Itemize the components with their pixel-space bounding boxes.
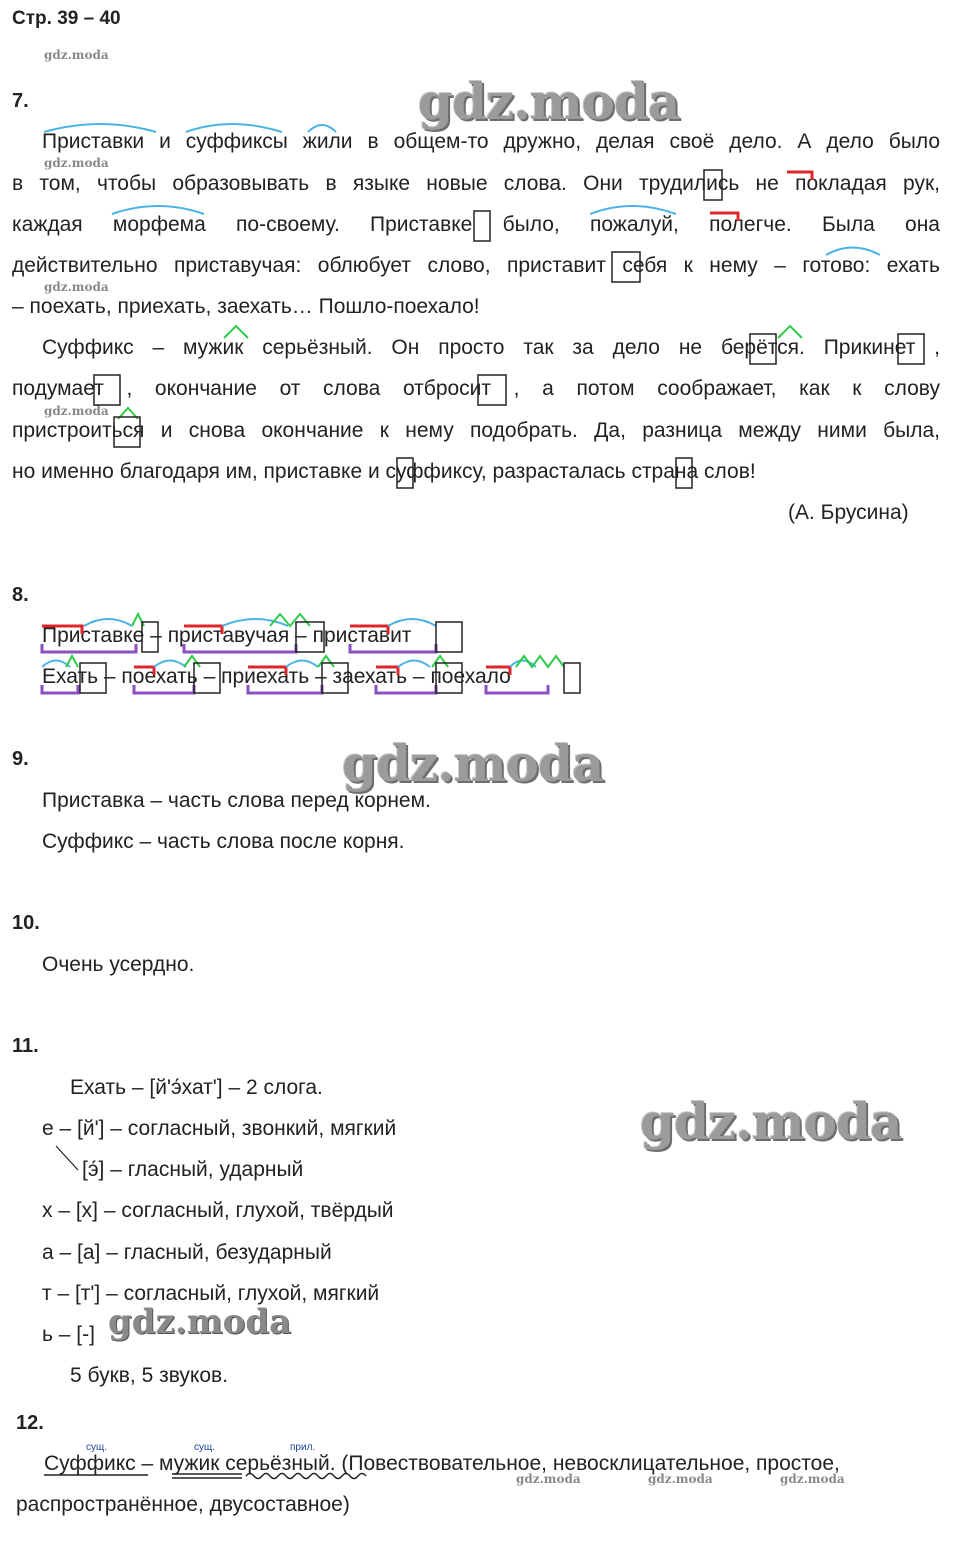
watermark-small: gdz.moda bbox=[780, 1472, 845, 1486]
watermark-medium: gdz.moda bbox=[108, 1302, 292, 1342]
ex11-line-4: х – [х] – согласный, глухой, твёрдый bbox=[42, 1199, 394, 1222]
ex8-word: приставит bbox=[312, 624, 412, 647]
page-ref: Стр. 39 – 40 bbox=[12, 8, 121, 29]
ex11-line-1: Ехать – [й'э́хат'] – 2 слога. bbox=[70, 1076, 323, 1099]
ex7-line-9: но именно благодаря им, приставке и суффиксу, разрасталась страна слов! bbox=[12, 460, 756, 483]
ex9-line-2: Суффикс – часть слова после корня. bbox=[42, 830, 405, 853]
watermark-large: gdz.moda bbox=[640, 1092, 902, 1151]
watermark-small: gdz.moda bbox=[44, 48, 109, 62]
ex8-word: поехало bbox=[430, 665, 511, 688]
exercise-12-number: 12. bbox=[16, 1412, 44, 1434]
ex8-row-1: Приставке – приставучая – приставит bbox=[42, 624, 412, 647]
watermark-small: gdz.moda bbox=[44, 280, 109, 294]
exercise-9-number: 9. bbox=[12, 748, 29, 770]
watermark-large: gdz.moda bbox=[342, 734, 604, 793]
exercise-10-number: 10. bbox=[12, 912, 40, 934]
ex8-word: Ехать bbox=[42, 665, 99, 688]
watermark-small: gdz.moda bbox=[44, 156, 109, 170]
ex7-line-4: действительно приставучая: облюбует слово, приставит себя к нему – готово: ехать bbox=[12, 254, 940, 277]
exercise-8-number: 8. bbox=[12, 584, 29, 606]
ex8-word: поехать bbox=[121, 665, 198, 688]
ex8-row-2: Ехать – поехать – приехать – заехать – поехало bbox=[42, 665, 511, 688]
ex7-line-1: Приставки и суффиксы жили в общем-то дружно, делая своё дело. А дело было bbox=[42, 130, 940, 153]
ex7-line-8: пристроиться и снова окончание к нему подобрать. Да, разница между ними была, bbox=[12, 419, 940, 442]
pos-label-noun: сущ. bbox=[86, 1442, 108, 1453]
ex7-line-7: подумает , окончание от слова отбросит , а потом соображает, как к слову bbox=[12, 377, 940, 400]
ex7-line-6: Суффикс – мужик серьёзный. Он просто так за дело не берётся. Прикинет , bbox=[42, 336, 940, 359]
ex12-line-2: распространённое, двусоставное) bbox=[16, 1493, 350, 1516]
ex8-word: заехать bbox=[332, 665, 408, 688]
exercise-11-number: 11. bbox=[12, 1035, 39, 1057]
ex12-subject: Суффикс bbox=[44, 1452, 136, 1475]
watermark-small: gdz.moda bbox=[44, 404, 109, 418]
ex11-line-2: е – [й'] – согласный, звонкий, мягкий bbox=[42, 1117, 397, 1140]
ex8-word: приехать bbox=[221, 665, 310, 688]
ex7-line-3: каждая морфема по-своему. Приставке было, пожалуй, полегче. Была она bbox=[12, 213, 940, 236]
ex11-line-3: [э́] – гласный, ударный bbox=[82, 1158, 304, 1181]
ex8-word: приставучая bbox=[167, 624, 290, 647]
ex8-word: Приставке bbox=[42, 624, 145, 647]
ex12-predicate: мужик bbox=[159, 1452, 220, 1475]
ex7-author: (А. Брусина) bbox=[788, 501, 909, 524]
ex11-line-6: т – [т'] – согласный, глухой, мягкий bbox=[42, 1282, 380, 1305]
pos-label-adj: прил. bbox=[290, 1442, 316, 1453]
watermark-large: gdz.moda bbox=[418, 72, 680, 131]
ex11-line-7: ь – [-] bbox=[42, 1323, 95, 1346]
watermark-small: gdz.moda bbox=[648, 1472, 713, 1486]
ex12-attribute: серьёзный bbox=[225, 1452, 330, 1475]
ex11-line-5: а – [а] – гласный, безударный bbox=[42, 1241, 332, 1264]
ex7-line-5: – поехать, приехать, заехать… Пошло-поехало! bbox=[12, 295, 480, 318]
ex11-line-8: 5 букв, 5 звуков. bbox=[70, 1364, 229, 1387]
pos-label-noun: сущ. bbox=[194, 1442, 216, 1453]
watermark-small: gdz.moda bbox=[516, 1472, 581, 1486]
ex12-line-1: Суффикс – мужик серьёзный. (Повествовательное, невосклицательное, простое, bbox=[44, 1452, 840, 1475]
ex9-line-1: Приставка – часть слова перед корнем. bbox=[42, 789, 431, 812]
ex10-text: Очень усердно. bbox=[42, 953, 195, 976]
ex7-line-2: в том, чтобы образовывать в языке новые слова. Они трудились не покладая рук, bbox=[12, 172, 940, 195]
exercise-7-number: 7. bbox=[12, 90, 29, 112]
